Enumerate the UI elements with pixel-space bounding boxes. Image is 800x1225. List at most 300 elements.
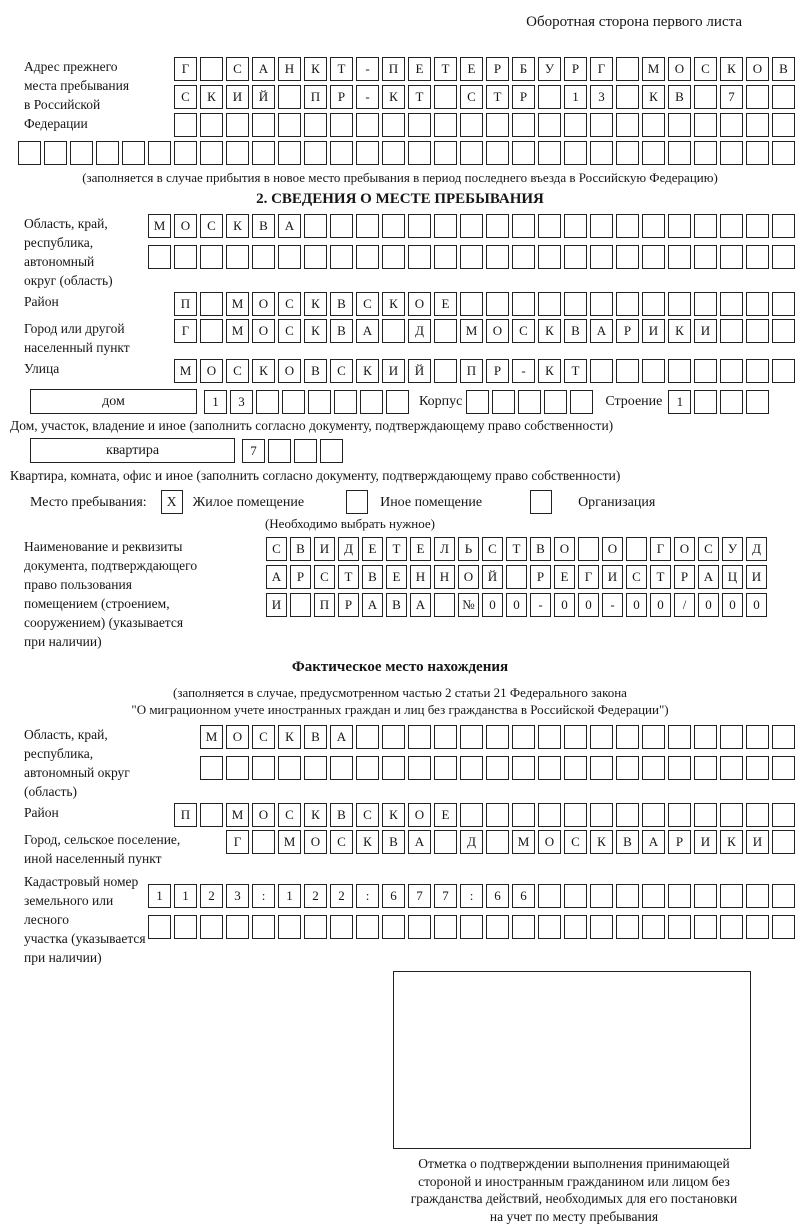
form-cell[interactable]: Г: [578, 565, 599, 589]
form-cell[interactable]: М: [278, 830, 301, 854]
form-cell[interactable]: [512, 245, 535, 269]
form-cell[interactable]: [460, 803, 483, 827]
form-cell[interactable]: [200, 57, 223, 81]
form-cell[interactable]: С: [330, 830, 353, 854]
form-cell[interactable]: П: [314, 593, 335, 617]
form-cell[interactable]: [746, 113, 769, 137]
form-cell[interactable]: [570, 390, 593, 414]
form-cell[interactable]: [694, 359, 717, 383]
form-cell[interactable]: [616, 292, 639, 316]
form-cell[interactable]: 0: [650, 593, 671, 617]
form-cell[interactable]: К: [356, 830, 379, 854]
form-cell[interactable]: [746, 756, 769, 780]
form-cell[interactable]: Т: [650, 565, 671, 589]
form-cell[interactable]: 7: [408, 884, 431, 908]
form-cell[interactable]: [304, 113, 327, 137]
form-cell[interactable]: В: [362, 565, 383, 589]
form-cell[interactable]: [408, 725, 431, 749]
form-cell[interactable]: [642, 141, 665, 165]
form-cell[interactable]: [746, 85, 769, 109]
form-cell[interactable]: [278, 141, 301, 165]
form-cell[interactable]: 0: [626, 593, 647, 617]
form-cell[interactable]: [518, 390, 541, 414]
form-cell[interactable]: [460, 245, 483, 269]
form-cell[interactable]: [590, 884, 613, 908]
form-cell[interactable]: К: [356, 359, 379, 383]
form-cell[interactable]: [772, 141, 795, 165]
form-cell[interactable]: [278, 85, 301, 109]
form-cell[interactable]: [382, 319, 405, 343]
form-cell[interactable]: [356, 725, 379, 749]
form-cell[interactable]: [668, 803, 691, 827]
form-cell[interactable]: [616, 214, 639, 238]
form-cell[interactable]: [590, 113, 613, 137]
form-cell[interactable]: [226, 141, 249, 165]
form-cell[interactable]: А: [698, 565, 719, 589]
form-cell[interactable]: Ц: [722, 565, 743, 589]
form-cell[interactable]: [746, 319, 769, 343]
form-cell[interactable]: [512, 113, 535, 137]
form-cell[interactable]: :: [460, 884, 483, 908]
form-cell[interactable]: М: [148, 214, 171, 238]
form-cell[interactable]: [304, 915, 327, 939]
form-cell[interactable]: Р: [330, 85, 353, 109]
form-cell[interactable]: [434, 214, 457, 238]
form-cell[interactable]: [252, 915, 275, 939]
form-cell[interactable]: И: [266, 593, 287, 617]
form-cell[interactable]: 7: [242, 439, 265, 463]
form-cell[interactable]: -: [602, 593, 623, 617]
form-cell[interactable]: [356, 214, 379, 238]
form-cell[interactable]: 6: [512, 884, 535, 908]
form-cell[interactable]: [252, 113, 275, 137]
form-cell[interactable]: М: [226, 292, 249, 316]
form-cell[interactable]: С: [482, 537, 503, 561]
form-cell[interactable]: Г: [226, 830, 249, 854]
form-cell[interactable]: [304, 245, 327, 269]
form-cell[interactable]: [694, 725, 717, 749]
form-cell[interactable]: [408, 756, 431, 780]
form-cell[interactable]: [746, 359, 769, 383]
form-cell[interactable]: М: [642, 57, 665, 81]
form-cell[interactable]: 1: [148, 884, 171, 908]
form-cell[interactable]: [616, 756, 639, 780]
checkbox-residential[interactable]: X: [161, 490, 183, 514]
form-cell[interactable]: О: [408, 803, 431, 827]
form-cell[interactable]: Л: [434, 537, 455, 561]
form-cell[interactable]: Р: [564, 57, 587, 81]
form-cell[interactable]: -: [356, 85, 379, 109]
form-cell[interactable]: 0: [482, 593, 503, 617]
form-cell[interactable]: [668, 756, 691, 780]
form-cell[interactable]: [434, 593, 455, 617]
form-cell[interactable]: С: [278, 803, 301, 827]
form-cell[interactable]: С: [356, 292, 379, 316]
form-cell[interactable]: [772, 803, 795, 827]
form-cell[interactable]: С: [356, 803, 379, 827]
form-cell[interactable]: -: [356, 57, 379, 81]
form-cell[interactable]: [200, 756, 223, 780]
form-cell[interactable]: С: [564, 830, 587, 854]
form-cell[interactable]: [694, 884, 717, 908]
form-cell[interactable]: [772, 85, 795, 109]
form-cell[interactable]: И: [694, 319, 717, 343]
form-cell[interactable]: [252, 141, 275, 165]
form-cell[interactable]: [382, 113, 405, 137]
form-cell[interactable]: [486, 214, 509, 238]
form-cell[interactable]: О: [252, 319, 275, 343]
form-cell[interactable]: [772, 214, 795, 238]
form-cell[interactable]: [772, 830, 795, 854]
form-cell[interactable]: [772, 113, 795, 137]
form-cell[interactable]: Е: [410, 537, 431, 561]
form-cell[interactable]: [486, 830, 509, 854]
form-cell[interactable]: [616, 113, 639, 137]
form-cell[interactable]: [356, 915, 379, 939]
form-cell[interactable]: 7: [720, 85, 743, 109]
form-cell[interactable]: 2: [304, 884, 327, 908]
form-cell[interactable]: А: [278, 214, 301, 238]
form-cell[interactable]: О: [554, 537, 575, 561]
form-cell[interactable]: С: [512, 319, 535, 343]
form-cell[interactable]: [512, 292, 535, 316]
form-cell[interactable]: Е: [434, 803, 457, 827]
form-cell[interactable]: К: [252, 359, 275, 383]
form-cell[interactable]: Д: [746, 537, 767, 561]
form-cell[interactable]: О: [252, 803, 275, 827]
form-cell[interactable]: [200, 803, 223, 827]
form-cell[interactable]: [746, 803, 769, 827]
form-cell[interactable]: С: [460, 85, 483, 109]
form-cell[interactable]: [96, 141, 119, 165]
form-cell[interactable]: [308, 390, 331, 414]
form-cell[interactable]: Е: [434, 292, 457, 316]
form-cell[interactable]: [486, 141, 509, 165]
form-cell[interactable]: Р: [338, 593, 359, 617]
form-cell[interactable]: П: [304, 85, 327, 109]
form-cell[interactable]: [538, 245, 561, 269]
form-cell[interactable]: [564, 756, 587, 780]
form-cell[interactable]: О: [304, 830, 327, 854]
form-cell[interactable]: [304, 141, 327, 165]
form-cell[interactable]: [174, 141, 197, 165]
form-cell[interactable]: [720, 803, 743, 827]
form-cell[interactable]: [356, 756, 379, 780]
form-cell[interactable]: [616, 141, 639, 165]
form-cell[interactable]: [616, 915, 639, 939]
form-cell[interactable]: О: [458, 565, 479, 589]
form-cell[interactable]: [466, 390, 489, 414]
form-cell[interactable]: [746, 725, 769, 749]
form-cell[interactable]: С: [200, 214, 223, 238]
form-cell[interactable]: С: [226, 57, 249, 81]
form-cell[interactable]: А: [266, 565, 287, 589]
form-cell[interactable]: [694, 214, 717, 238]
form-cell[interactable]: Д: [460, 830, 483, 854]
form-cell[interactable]: О: [538, 830, 561, 854]
form-cell[interactable]: [772, 725, 795, 749]
form-cell[interactable]: [434, 113, 457, 137]
form-cell[interactable]: -: [512, 359, 535, 383]
form-cell[interactable]: [226, 113, 249, 137]
form-cell[interactable]: Т: [434, 57, 457, 81]
form-cell[interactable]: О: [174, 214, 197, 238]
form-cell[interactable]: [564, 245, 587, 269]
form-cell[interactable]: К: [304, 292, 327, 316]
form-cell[interactable]: [148, 141, 171, 165]
form-cell[interactable]: К: [382, 292, 405, 316]
form-cell[interactable]: [460, 915, 483, 939]
form-cell[interactable]: [564, 884, 587, 908]
form-cell[interactable]: 6: [486, 884, 509, 908]
form-cell[interactable]: О: [674, 537, 695, 561]
form-cell[interactable]: [252, 830, 275, 854]
form-cell[interactable]: К: [668, 319, 691, 343]
form-cell[interactable]: Р: [512, 85, 535, 109]
form-cell[interactable]: 0: [506, 593, 527, 617]
form-cell[interactable]: [320, 439, 343, 463]
form-cell[interactable]: [294, 439, 317, 463]
form-cell[interactable]: [408, 214, 431, 238]
form-cell[interactable]: 3: [590, 85, 613, 109]
form-cell[interactable]: [122, 141, 145, 165]
form-cell[interactable]: [668, 214, 691, 238]
form-cell[interactable]: [720, 113, 743, 137]
form-cell[interactable]: :: [252, 884, 275, 908]
form-cell[interactable]: [268, 439, 291, 463]
form-cell[interactable]: [668, 915, 691, 939]
form-cell[interactable]: С: [252, 725, 275, 749]
form-cell[interactable]: [590, 214, 613, 238]
form-cell[interactable]: [486, 915, 509, 939]
form-cell[interactable]: Т: [386, 537, 407, 561]
form-cell[interactable]: [616, 803, 639, 827]
form-cell[interactable]: К: [382, 803, 405, 827]
form-cell[interactable]: [252, 756, 275, 780]
form-cell[interactable]: О: [200, 359, 223, 383]
form-cell[interactable]: А: [590, 319, 613, 343]
form-cell[interactable]: Р: [486, 359, 509, 383]
form-cell[interactable]: [564, 915, 587, 939]
form-cell[interactable]: К: [538, 359, 561, 383]
form-cell[interactable]: [694, 803, 717, 827]
form-cell[interactable]: [304, 756, 327, 780]
form-cell[interactable]: В: [304, 725, 327, 749]
form-cell[interactable]: Р: [674, 565, 695, 589]
form-cell[interactable]: 0: [698, 593, 719, 617]
form-cell[interactable]: [460, 113, 483, 137]
form-cell[interactable]: А: [362, 593, 383, 617]
form-cell[interactable]: 1: [174, 884, 197, 908]
form-cell[interactable]: [720, 915, 743, 939]
form-cell[interactable]: П: [174, 803, 197, 827]
form-cell[interactable]: Т: [338, 565, 359, 589]
form-cell[interactable]: К: [538, 319, 561, 343]
form-cell[interactable]: [564, 803, 587, 827]
form-cell[interactable]: Г: [590, 57, 613, 81]
form-cell[interactable]: [256, 390, 279, 414]
form-cell[interactable]: [746, 884, 769, 908]
form-cell[interactable]: [564, 113, 587, 137]
form-cell[interactable]: [642, 725, 665, 749]
form-cell[interactable]: [334, 390, 357, 414]
form-cell[interactable]: [408, 915, 431, 939]
form-cell[interactable]: [694, 390, 717, 414]
form-cell[interactable]: [694, 756, 717, 780]
form-cell[interactable]: О: [668, 57, 691, 81]
form-cell[interactable]: М: [226, 319, 249, 343]
form-cell[interactable]: [616, 85, 639, 109]
form-cell[interactable]: [720, 884, 743, 908]
apartment-box[interactable]: квартира: [30, 438, 235, 463]
form-cell[interactable]: Й: [482, 565, 503, 589]
form-cell[interactable]: [720, 245, 743, 269]
form-cell[interactable]: [538, 113, 561, 137]
form-cell[interactable]: [200, 245, 223, 269]
form-cell[interactable]: О: [252, 292, 275, 316]
form-cell[interactable]: [70, 141, 93, 165]
form-cell[interactable]: С: [226, 359, 249, 383]
form-cell[interactable]: [590, 292, 613, 316]
form-cell[interactable]: [616, 57, 639, 81]
form-cell[interactable]: М: [512, 830, 535, 854]
form-cell[interactable]: [486, 756, 509, 780]
form-cell[interactable]: Б: [512, 57, 535, 81]
form-cell[interactable]: [720, 319, 743, 343]
form-cell[interactable]: Ь: [458, 537, 479, 561]
form-cell[interactable]: И: [226, 85, 249, 109]
form-cell[interactable]: 1: [204, 390, 227, 414]
form-cell[interactable]: [174, 113, 197, 137]
form-cell[interactable]: К: [226, 214, 249, 238]
form-cell[interactable]: И: [642, 319, 665, 343]
form-cell[interactable]: [772, 319, 795, 343]
form-cell[interactable]: А: [642, 830, 665, 854]
form-cell[interactable]: К: [200, 85, 223, 109]
form-cell[interactable]: [642, 359, 665, 383]
form-cell[interactable]: [512, 725, 535, 749]
form-cell[interactable]: 1: [278, 884, 301, 908]
form-cell[interactable]: С: [330, 359, 353, 383]
form-cell[interactable]: [460, 725, 483, 749]
form-cell[interactable]: 7: [434, 884, 457, 908]
form-cell[interactable]: [434, 85, 457, 109]
form-cell[interactable]: [460, 756, 483, 780]
form-cell[interactable]: [360, 390, 383, 414]
form-cell[interactable]: [590, 725, 613, 749]
form-cell[interactable]: Д: [338, 537, 359, 561]
form-cell[interactable]: С: [314, 565, 335, 589]
form-cell[interactable]: К: [304, 57, 327, 81]
form-cell[interactable]: [434, 725, 457, 749]
form-cell[interactable]: В: [304, 359, 327, 383]
form-cell[interactable]: [174, 915, 197, 939]
form-cell[interactable]: [512, 141, 535, 165]
checkbox-organization[interactable]: [530, 490, 552, 514]
form-cell[interactable]: С: [626, 565, 647, 589]
form-cell[interactable]: 2: [330, 884, 353, 908]
form-cell[interactable]: [564, 141, 587, 165]
form-cell[interactable]: [772, 915, 795, 939]
form-cell[interactable]: В: [330, 803, 353, 827]
form-cell[interactable]: [668, 141, 691, 165]
form-cell[interactable]: [538, 884, 561, 908]
form-cell[interactable]: [746, 141, 769, 165]
form-cell[interactable]: [642, 915, 665, 939]
form-cell[interactable]: [434, 141, 457, 165]
form-cell[interactable]: 1: [668, 390, 691, 414]
form-cell[interactable]: 3: [226, 884, 249, 908]
form-cell[interactable]: [772, 756, 795, 780]
form-cell[interactable]: [590, 803, 613, 827]
form-cell[interactable]: [642, 756, 665, 780]
form-cell[interactable]: И: [746, 565, 767, 589]
form-cell[interactable]: У: [538, 57, 561, 81]
form-cell[interactable]: [330, 214, 353, 238]
form-cell[interactable]: Е: [460, 57, 483, 81]
form-cell[interactable]: В: [668, 85, 691, 109]
form-cell[interactable]: К: [304, 319, 327, 343]
form-cell[interactable]: [590, 915, 613, 939]
form-cell[interactable]: Н: [278, 57, 301, 81]
form-cell[interactable]: [538, 214, 561, 238]
form-cell[interactable]: В: [252, 214, 275, 238]
form-cell[interactable]: Й: [408, 359, 431, 383]
form-cell[interactable]: [278, 915, 301, 939]
form-cell[interactable]: [512, 915, 535, 939]
form-cell[interactable]: [668, 292, 691, 316]
form-cell[interactable]: [772, 359, 795, 383]
form-cell[interactable]: [642, 245, 665, 269]
form-cell[interactable]: [434, 915, 457, 939]
form-cell[interactable]: В: [530, 537, 551, 561]
form-cell[interactable]: [694, 141, 717, 165]
form-cell[interactable]: М: [174, 359, 197, 383]
form-cell[interactable]: [538, 756, 561, 780]
form-cell[interactable]: О: [408, 292, 431, 316]
form-cell[interactable]: В: [772, 57, 795, 81]
form-cell[interactable]: [720, 756, 743, 780]
form-cell[interactable]: А: [356, 319, 379, 343]
form-cell[interactable]: [330, 245, 353, 269]
form-cell[interactable]: 2: [200, 884, 223, 908]
form-cell[interactable]: Т: [564, 359, 587, 383]
form-cell[interactable]: М: [460, 319, 483, 343]
form-cell[interactable]: И: [746, 830, 769, 854]
form-cell[interactable]: [564, 725, 587, 749]
form-cell[interactable]: О: [602, 537, 623, 561]
form-cell[interactable]: [386, 390, 409, 414]
form-cell[interactable]: О: [486, 319, 509, 343]
form-cell[interactable]: С: [278, 292, 301, 316]
form-cell[interactable]: Г: [174, 319, 197, 343]
form-cell[interactable]: О: [226, 725, 249, 749]
form-cell[interactable]: [772, 292, 795, 316]
form-cell[interactable]: [746, 245, 769, 269]
form-cell[interactable]: [642, 113, 665, 137]
form-cell[interactable]: [538, 725, 561, 749]
form-cell[interactable]: [408, 141, 431, 165]
form-cell[interactable]: [330, 915, 353, 939]
form-cell[interactable]: И: [602, 565, 623, 589]
form-cell[interactable]: С: [174, 85, 197, 109]
form-cell[interactable]: К: [304, 803, 327, 827]
form-cell[interactable]: [590, 756, 613, 780]
form-cell[interactable]: А: [410, 593, 431, 617]
form-cell[interactable]: Й: [252, 85, 275, 109]
form-cell[interactable]: 1: [564, 85, 587, 109]
form-cell[interactable]: [668, 884, 691, 908]
